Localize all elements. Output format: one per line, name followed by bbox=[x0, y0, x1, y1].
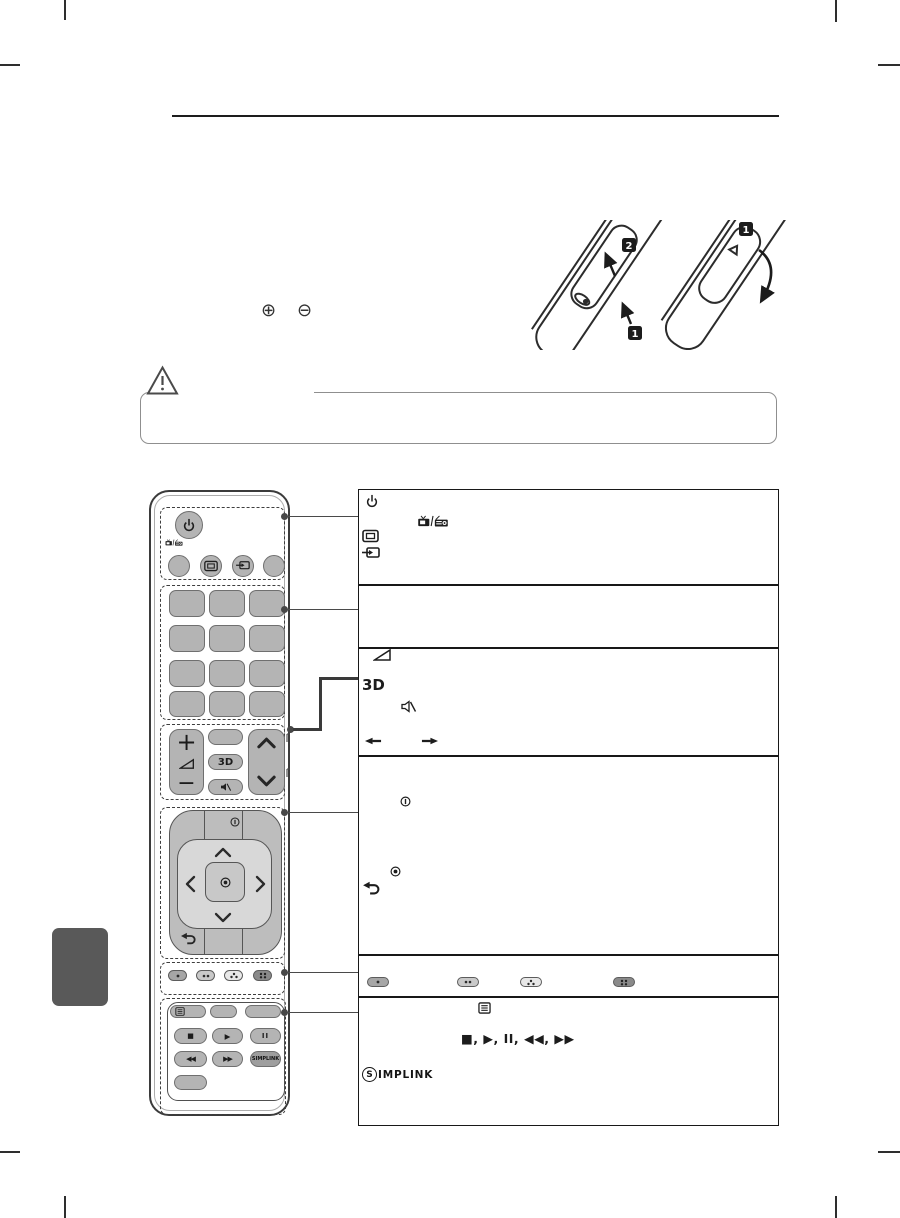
leader-line-4 bbox=[287, 812, 358, 813]
tv-rad-icon bbox=[417, 515, 449, 527]
leader-line-6 bbox=[287, 1012, 358, 1013]
green-button-dots bbox=[229, 972, 239, 979]
crop-mark-top-left-v bbox=[64, 0, 66, 20]
number-key bbox=[249, 590, 285, 617]
channel-down-icon bbox=[256, 775, 277, 787]
number-key bbox=[169, 590, 205, 617]
yellow-dots bbox=[463, 979, 473, 985]
artifact-mark bbox=[286, 768, 291, 778]
volume-icon-small bbox=[179, 758, 195, 770]
navpad-divider bbox=[204, 925, 205, 954]
number-key bbox=[209, 590, 245, 617]
ok-icon bbox=[390, 866, 401, 877]
input-icon-small bbox=[236, 561, 250, 571]
number-key bbox=[249, 691, 285, 717]
figure-badge-step1-num: 1 bbox=[631, 329, 639, 340]
list-icon-small bbox=[175, 1007, 185, 1016]
table-row-divider bbox=[359, 954, 778, 956]
list-icon bbox=[478, 1002, 491, 1014]
number-key bbox=[249, 660, 285, 687]
stop-button: ■ bbox=[174, 1028, 207, 1044]
figure-badge-right-step1-num: 1 bbox=[742, 225, 750, 236]
back-icon bbox=[363, 881, 380, 895]
blank-pill-button bbox=[174, 1075, 207, 1090]
number-key bbox=[209, 660, 245, 687]
3d-button: 3D bbox=[208, 754, 243, 770]
ok-button bbox=[205, 862, 245, 902]
yellow-button-icon bbox=[457, 977, 479, 987]
ok-icon-small bbox=[220, 877, 231, 888]
info-icon bbox=[400, 796, 411, 807]
figure-arrow-step1 bbox=[624, 307, 631, 324]
input-icon bbox=[362, 547, 380, 560]
number-key bbox=[169, 625, 205, 652]
simplink-button: SIMPLINK bbox=[250, 1051, 281, 1067]
crop-mark-bottom-left-h bbox=[0, 1151, 20, 1153]
extra-round-button bbox=[263, 555, 285, 577]
power-icon bbox=[365, 494, 379, 509]
input-button bbox=[232, 555, 254, 577]
3d-label: 3D bbox=[362, 676, 385, 694]
volume-rocker bbox=[169, 729, 204, 795]
caution-box bbox=[140, 392, 777, 444]
volume-icon bbox=[373, 648, 392, 662]
leader-line-3-h2 bbox=[321, 677, 359, 680]
nav-down-icon bbox=[214, 912, 232, 923]
number-key bbox=[209, 691, 245, 717]
number-key bbox=[209, 625, 245, 652]
number-key bbox=[169, 660, 205, 687]
tv-rad-button bbox=[168, 555, 190, 577]
crop-mark-bottom-right-v bbox=[835, 1196, 837, 1218]
header-rule bbox=[172, 115, 779, 117]
battery-install-figure bbox=[527, 220, 797, 350]
mute-icon bbox=[401, 699, 417, 714]
tv-rad-icon-small bbox=[165, 539, 183, 546]
blue-dots bbox=[619, 979, 629, 986]
battery-minus-symbol: ⊖ bbox=[297, 300, 313, 321]
warning-triangle-icon bbox=[146, 365, 179, 396]
leader-line-1 bbox=[287, 516, 358, 517]
page-right-icon bbox=[421, 737, 438, 745]
navpad-divider bbox=[242, 811, 243, 841]
navpad-divider bbox=[242, 925, 243, 954]
channel-up-icon bbox=[256, 737, 277, 749]
list-button bbox=[170, 1005, 206, 1018]
yellow-button-dots bbox=[201, 973, 211, 979]
figure-remote-left bbox=[527, 220, 675, 350]
rewind-button: ◀◀ bbox=[174, 1051, 207, 1067]
blue-button-icon bbox=[613, 977, 635, 987]
ratio-icon bbox=[362, 529, 379, 543]
artifact-mark bbox=[286, 733, 291, 743]
crop-mark-top-right-h bbox=[878, 64, 900, 66]
back-icon-small bbox=[181, 932, 196, 945]
pause-button: II bbox=[250, 1028, 281, 1044]
table-row-divider bbox=[359, 996, 778, 998]
simplink-logo bbox=[362, 1067, 433, 1082]
play-button: ▶ bbox=[212, 1028, 243, 1044]
yellow-button bbox=[196, 970, 215, 981]
number-key bbox=[249, 625, 285, 652]
red-button bbox=[168, 970, 187, 981]
simplink-logo-s: S bbox=[362, 1067, 377, 1082]
red-button-icon bbox=[367, 977, 389, 987]
figure-badge-step2-num: 2 bbox=[625, 241, 633, 252]
crop-mark-bottom-right-h bbox=[878, 1151, 900, 1153]
remote-control-diagram bbox=[149, 490, 290, 1116]
red-button-dot bbox=[173, 973, 183, 979]
crop-mark-bottom-left-v bbox=[64, 1196, 66, 1218]
mute-button bbox=[208, 779, 243, 795]
number-key bbox=[169, 691, 205, 717]
crop-mark-top-left-h bbox=[0, 64, 20, 66]
mute-icon-small bbox=[220, 782, 232, 792]
navpad-divider bbox=[204, 811, 205, 841]
blank-pill-button bbox=[245, 1005, 281, 1018]
crop-mark-top-right-v bbox=[835, 0, 837, 22]
nav-up-icon bbox=[214, 847, 232, 858]
blank-pill-button bbox=[210, 1005, 237, 1018]
table-row-divider bbox=[359, 584, 778, 586]
green-button-icon bbox=[520, 977, 542, 987]
chapter-tab bbox=[52, 928, 108, 1006]
battery-plus-symbol: ⊕ bbox=[261, 300, 277, 321]
simplink-logo-text: IMPLINK bbox=[378, 1068, 434, 1081]
media-control-icons: ■, ▶, II, ◀◀, ▶▶ bbox=[461, 1031, 575, 1046]
button-description-table bbox=[358, 489, 779, 1126]
ratio-button bbox=[200, 555, 222, 577]
power-icon bbox=[182, 518, 196, 533]
volume-down-label: − bbox=[177, 771, 196, 796]
volume-up-label: + bbox=[176, 728, 197, 756]
table-row-divider bbox=[359, 755, 778, 757]
leader-line-3-h1 bbox=[293, 728, 321, 731]
leader-line-3-v bbox=[319, 677, 322, 731]
figure-remote-right bbox=[655, 220, 797, 350]
nav-right-icon bbox=[255, 875, 266, 893]
green-dots bbox=[526, 979, 536, 986]
ratio-icon-small bbox=[204, 560, 218, 572]
power-button bbox=[175, 511, 203, 539]
channel-rocker bbox=[248, 729, 285, 795]
blue-button-dots bbox=[258, 972, 268, 979]
table-row-divider bbox=[359, 647, 778, 649]
leader-line-5 bbox=[287, 972, 358, 973]
red-dot bbox=[373, 979, 383, 985]
blue-button bbox=[253, 970, 272, 981]
page-left-icon bbox=[365, 737, 382, 745]
leader-line-2 bbox=[287, 609, 358, 610]
quick-menu-button bbox=[208, 729, 243, 745]
info-icon-small bbox=[230, 817, 240, 827]
fast-forward-button: ▶▶ bbox=[212, 1051, 243, 1067]
green-button bbox=[224, 970, 243, 981]
nav-left-icon bbox=[185, 875, 196, 893]
figure-arrow-step2 bbox=[607, 257, 615, 276]
